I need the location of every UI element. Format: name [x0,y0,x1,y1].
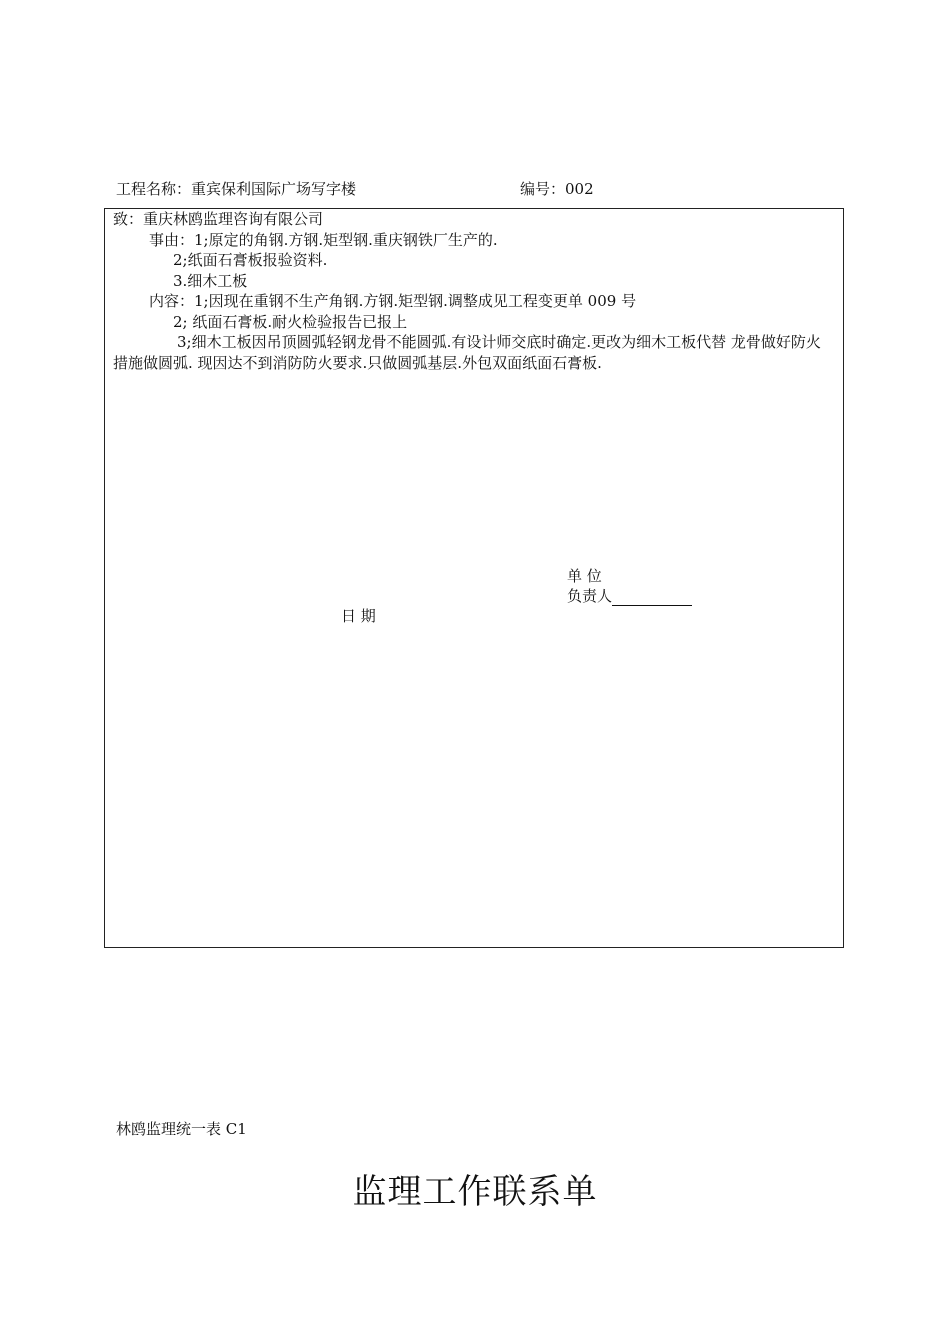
date-label: 日 期 [341,607,376,625]
reason-item-3: 3.细木工板 [173,271,248,290]
reason-item-1: 事由：1;原定的角钢.方钢.矩型钢.重庆钢铁厂生产的. [149,230,498,249]
signature-line [612,589,692,606]
responsible-person-row [567,585,692,606]
serial-number: 编号：002 [520,180,594,198]
form-header [116,178,836,200]
responsible-person-label: 负责人 [567,587,613,605]
document-title: 监理工作联系单 [352,1172,598,1212]
form-code: 林鸥监理统一表 C1 [116,1120,247,1138]
content-item-1: 内容：1;因现在重钢不生产角钢.方钢.矩型钢.调整成见工程变更单 009 号 [149,292,637,310]
form-body-box [104,208,844,948]
reason-item-2: 2;纸面石膏板报验资料. [173,251,328,269]
form-content [113,209,835,373]
recipient-line: 致：重庆林鸥监理咨询有限公司 [113,210,324,228]
unit-label: 单 位 [567,567,602,585]
project-name: 工程名称：重宾保利国际广场写字楼 [116,180,357,198]
content-item-3: 3;细木工板因吊顶圆弧轻钢龙骨不能圆弧.有设计师交底时确定.更改为细木工板代替 龙骨做好防火措施做圆弧. 现因达不到消防防火要求.只做圆弧基层.外包双面纸面石膏板. [113,333,821,372]
content-item-2: 2; 纸面石膏板.耐火检验报告已报上 [173,312,408,331]
